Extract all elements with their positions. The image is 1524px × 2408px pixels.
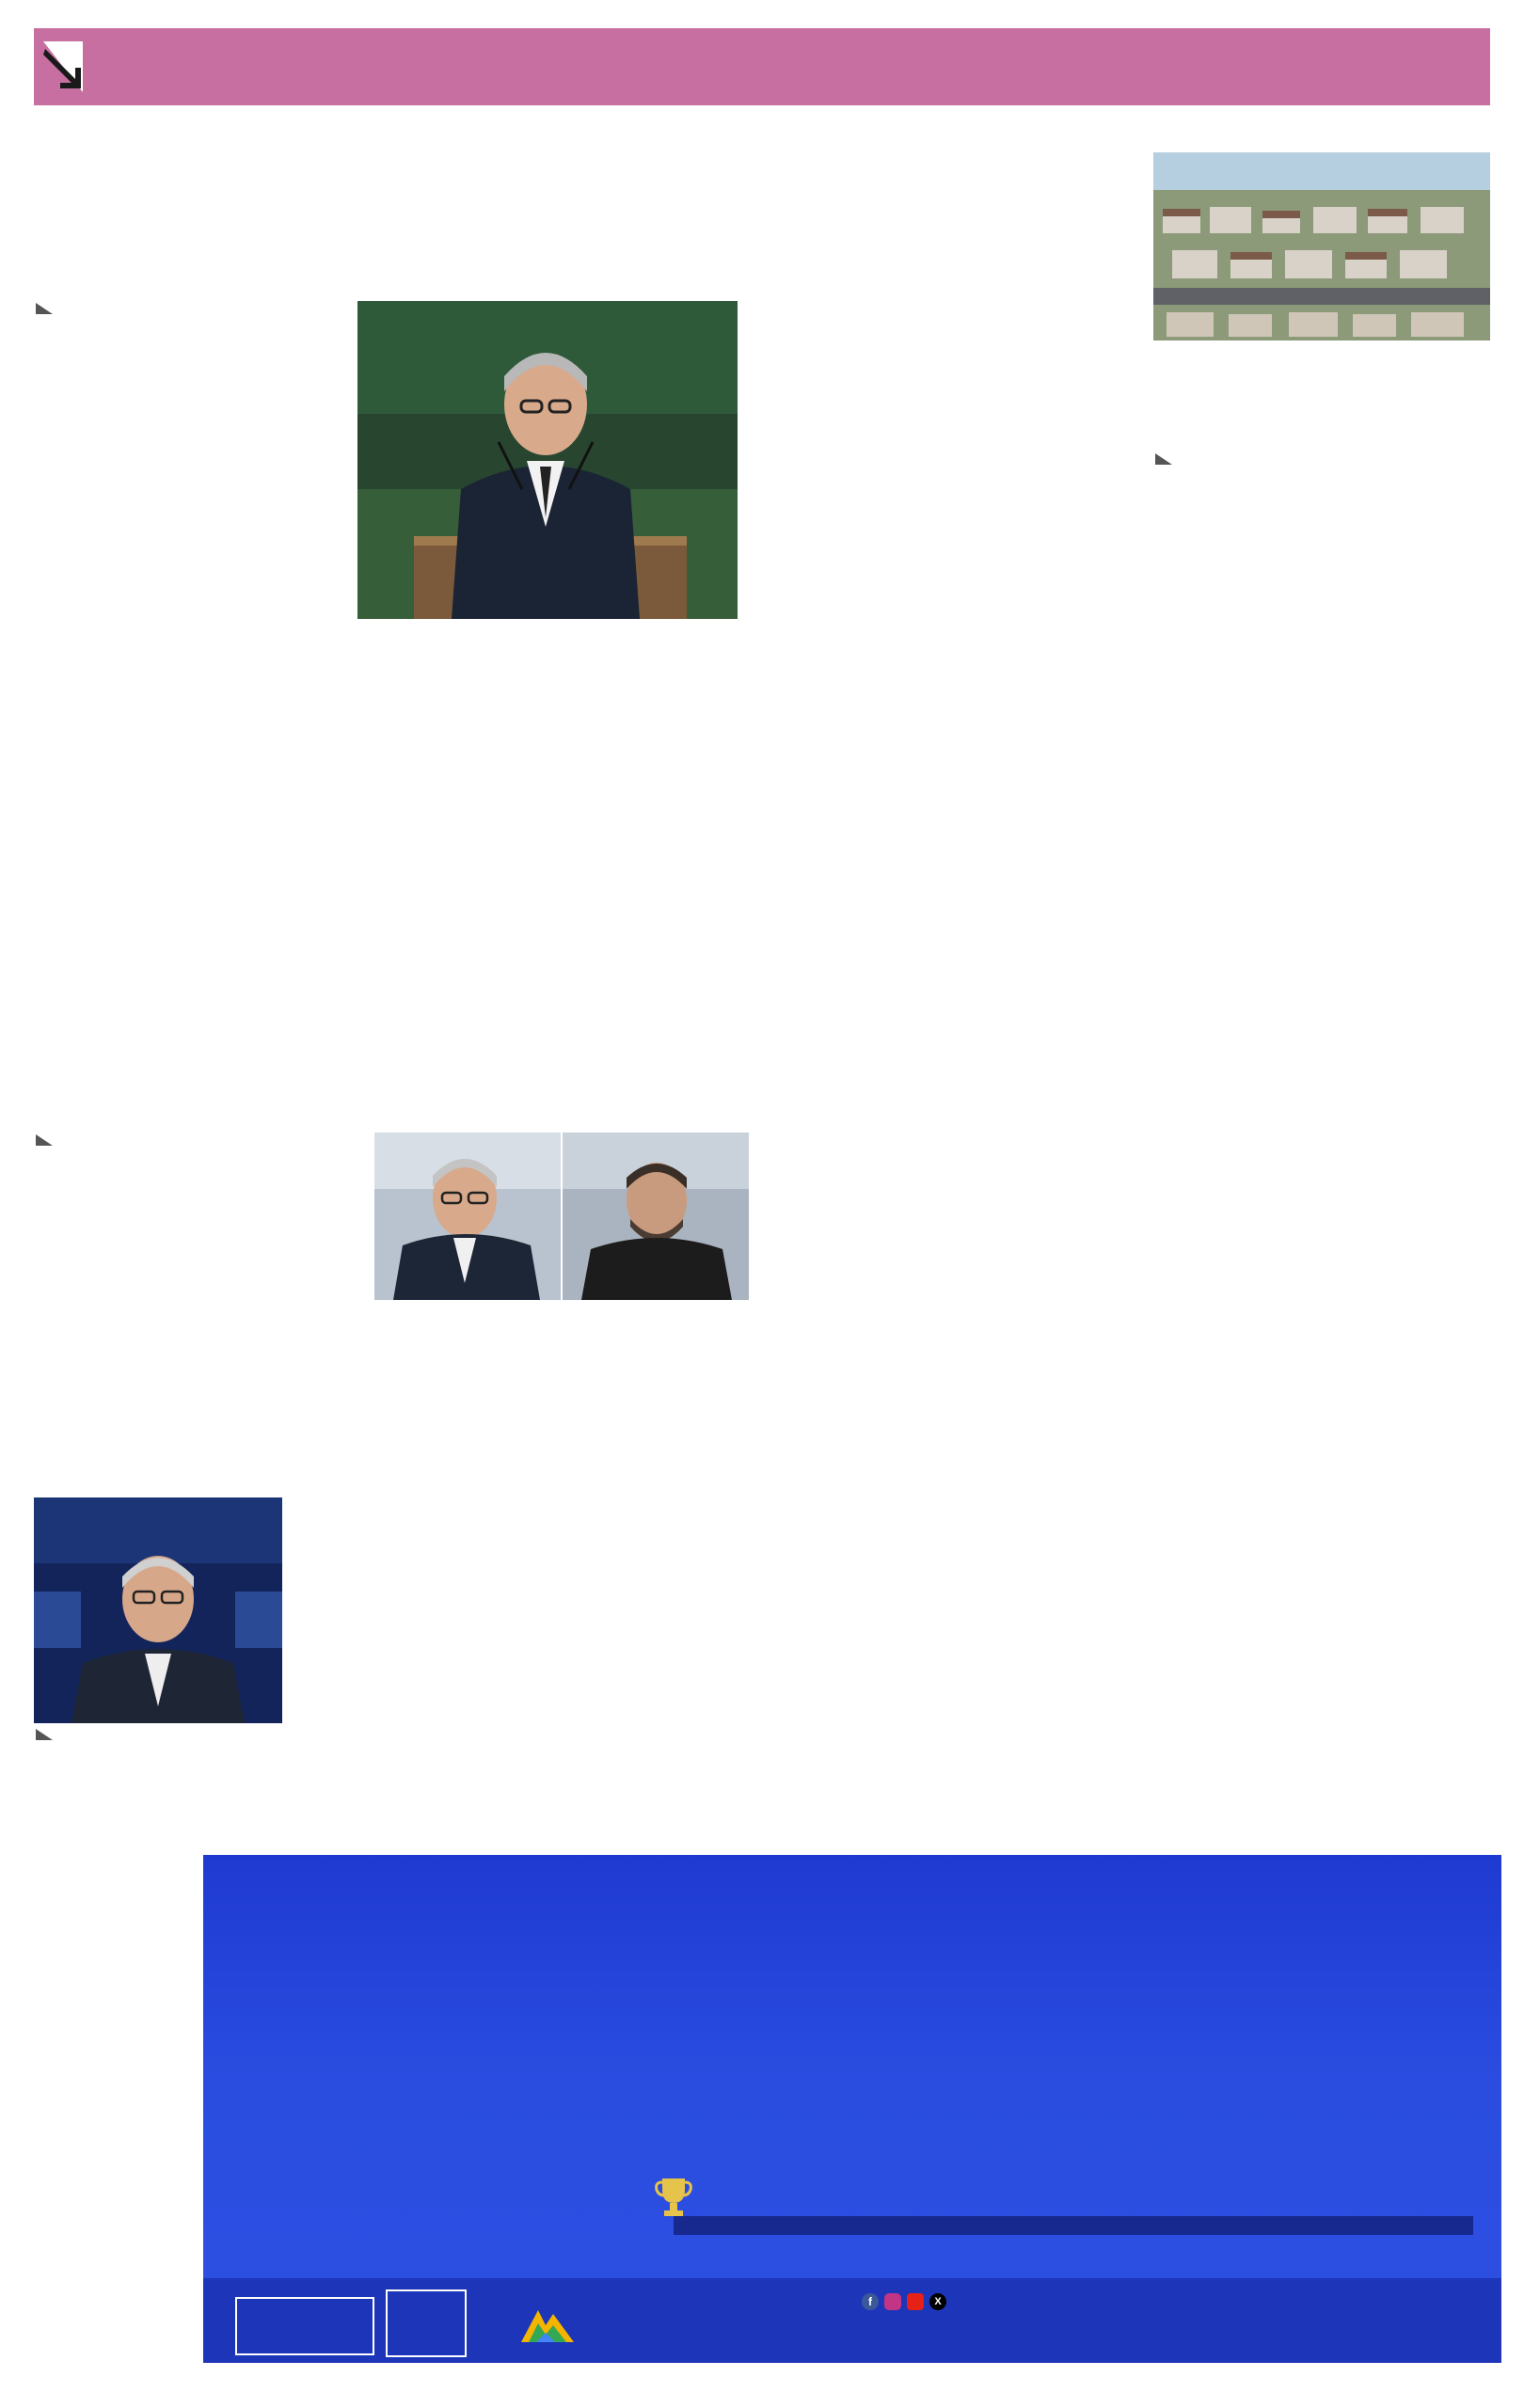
article2-column-3 — [758, 1133, 1061, 1481]
congrats-badge — [235, 2297, 374, 2355]
youtube-icon[interactable] — [907, 2293, 924, 2310]
article1-column-1 — [34, 301, 337, 988]
housing-aerial-photo — [1153, 152, 1490, 341]
top-names-bar — [674, 2216, 1473, 2235]
zelenski-photo — [563, 1133, 749, 1300]
article3-column-3 — [830, 1599, 1065, 1797]
instagram-icon[interactable] — [884, 2293, 901, 2310]
article4-body — [1153, 452, 1490, 1806]
x-icon[interactable]: X — [929, 2293, 946, 2310]
dux-trophy-icon — [655, 2175, 692, 2218]
tony-burke-photo — [34, 1497, 282, 1723]
albanese-un-photo — [357, 301, 738, 619]
masthead — [34, 28, 1490, 105]
article3-column-1 — [307, 1599, 546, 1797]
pinnacle-college-advertisement[interactable] — [203, 1855, 1501, 2363]
bullet-arrow-icon — [1153, 452, 1174, 467]
bullet-arrow-icon — [34, 1133, 55, 1148]
article2-column-1 — [34, 1133, 373, 1481]
albanese-photo — [374, 1133, 561, 1300]
article3-column-2 — [568, 1599, 807, 1797]
albanese-un-illustration — [357, 301, 738, 619]
bullet-arrow-icon — [34, 301, 55, 316]
bullet-arrow-icon — [34, 1727, 55, 1742]
corner-arrow-icon — [41, 40, 85, 94]
article2-column-2 — [393, 1304, 732, 1481]
social-icons[interactable] — [862, 2293, 946, 2310]
facebook-icon[interactable]: f — [862, 2293, 879, 2310]
atar-badge — [386, 2289, 467, 2357]
pinnacle-logo-icon — [517, 2301, 578, 2346]
article1-column-3 — [758, 301, 1061, 988]
article3-caption — [34, 1727, 282, 1797]
article1-column-2 — [357, 625, 738, 988]
